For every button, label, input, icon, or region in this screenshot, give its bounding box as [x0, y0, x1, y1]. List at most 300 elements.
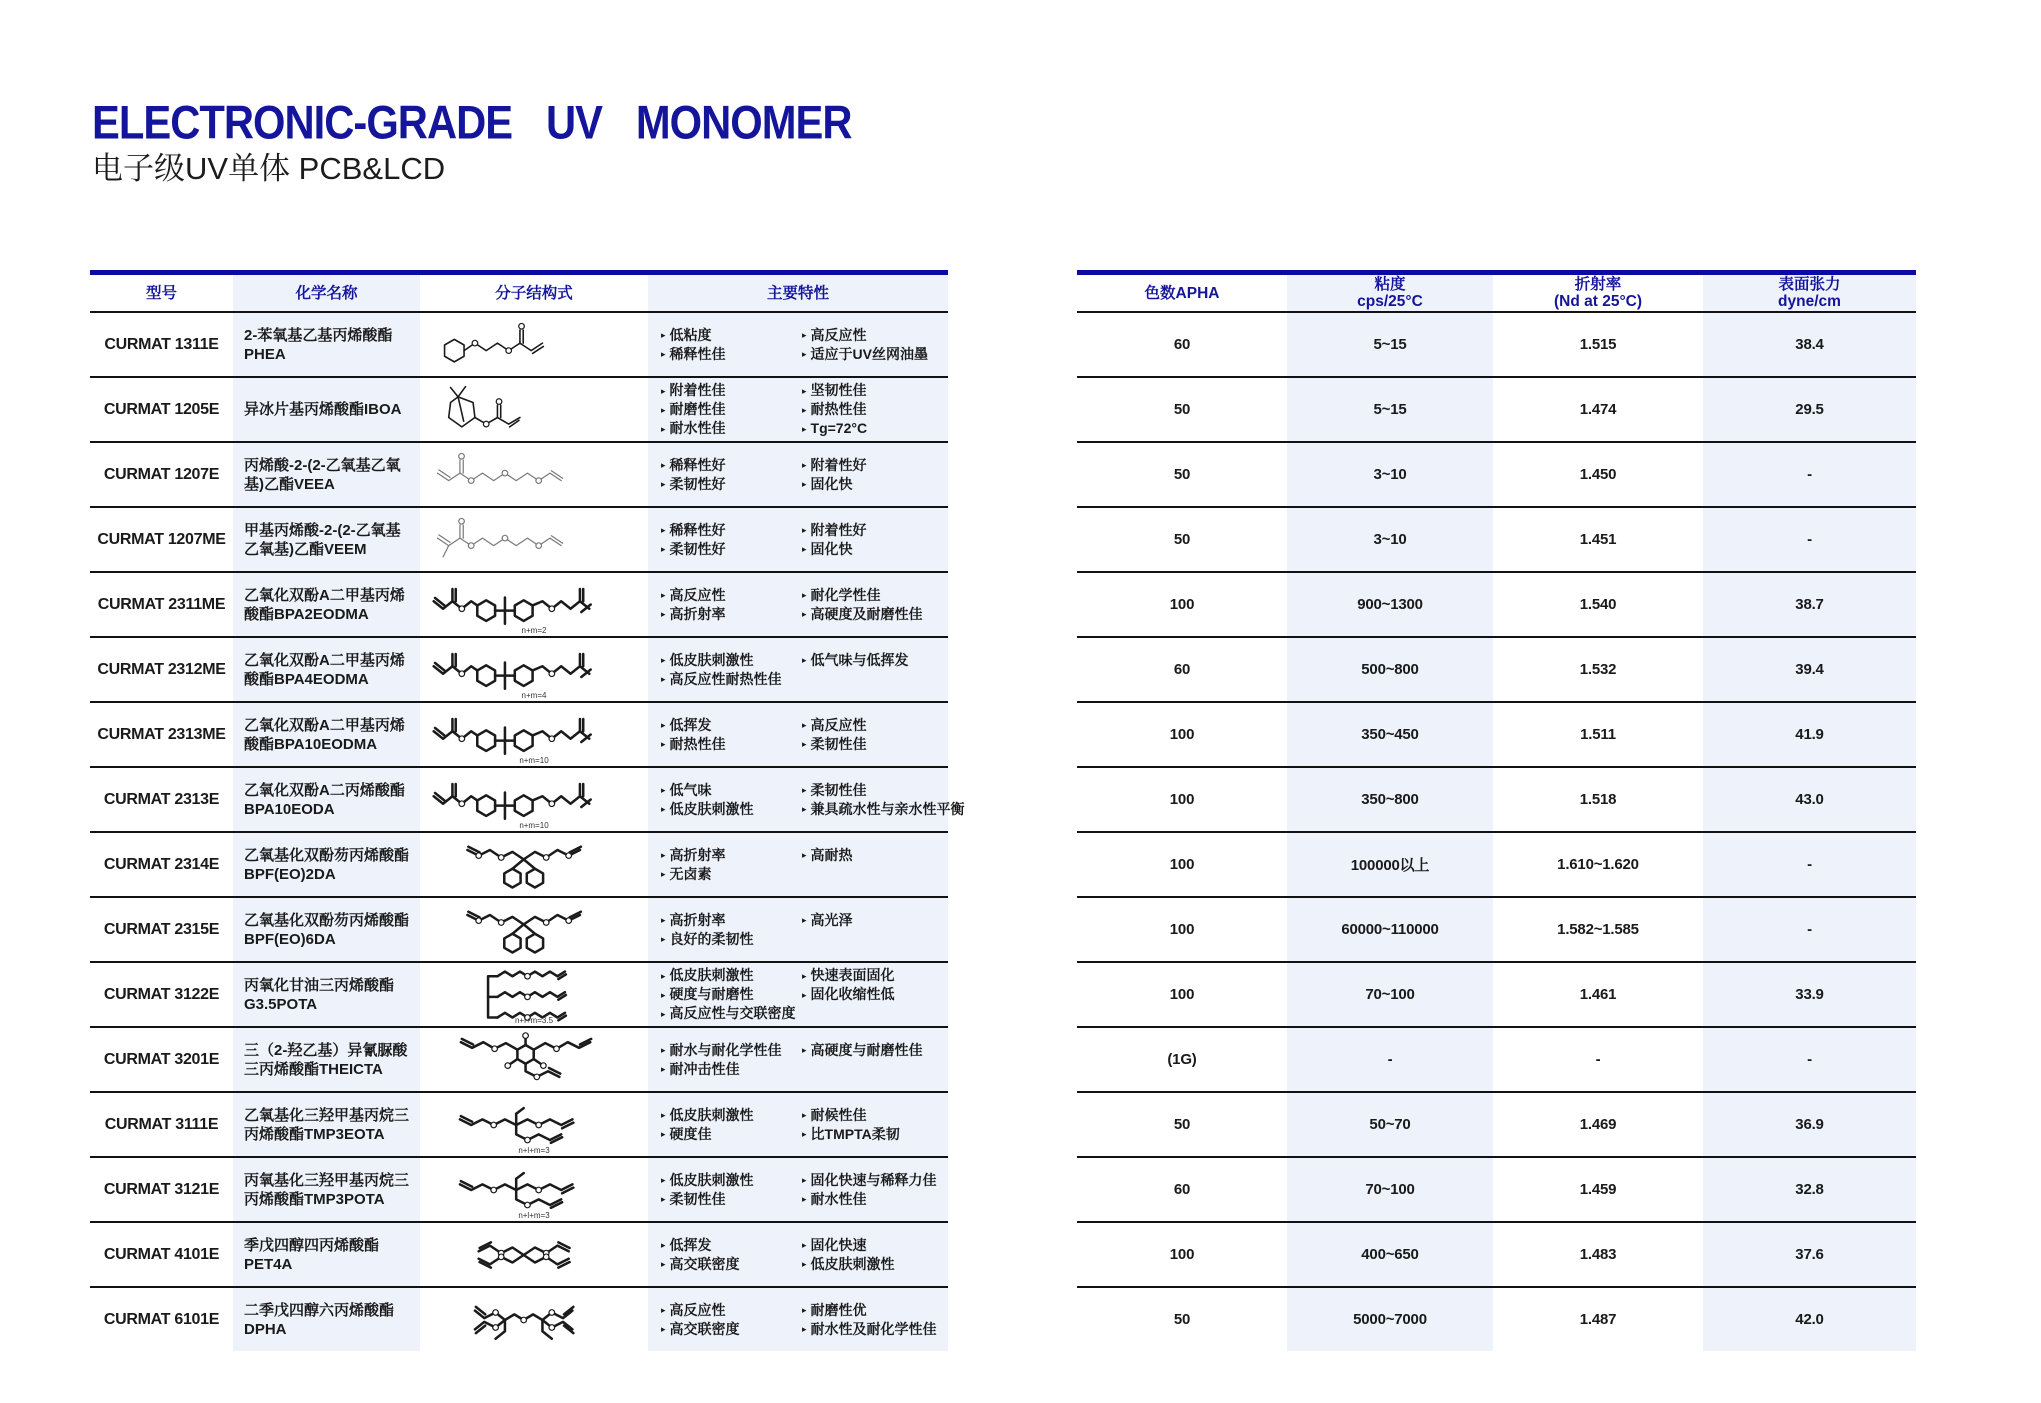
features-columns: [661, 846, 948, 884]
model-cell: [90, 1288, 233, 1351]
features-cell: [648, 963, 948, 1026]
model-cell: [90, 573, 233, 636]
model-cell: [90, 833, 233, 896]
feature-item: ▸ Tg=72°C: [802, 419, 948, 438]
feature-item: ▸ 固化快: [802, 540, 948, 559]
feature-item: ▸ 高折射率: [661, 605, 802, 624]
column-header-unit: dyne/cm: [1778, 293, 1841, 310]
refractive-index-cell: 1.532: [1579, 661, 1617, 678]
surface-tension-cell: -: [1703, 833, 1916, 896]
table-row: [90, 961, 948, 1026]
table-row: [1077, 376, 1916, 441]
features-cell: [648, 573, 948, 636]
feature-item: ▸ 高反应性与交联密度: [661, 1004, 802, 1023]
column-header-structure: [420, 275, 648, 311]
features-cell: [648, 443, 948, 506]
feature-item: ▸ 硬度佳: [661, 1125, 802, 1144]
structure-cell: [420, 1093, 648, 1156]
feature-item: ▸ 高折射率: [661, 846, 802, 865]
refractive-index-cell: 1.483: [1579, 1246, 1617, 1263]
features-list-right: [802, 326, 948, 364]
features-columns: [661, 1301, 948, 1339]
apha-cell: (1G): [1167, 1051, 1197, 1068]
feature-item: ▸ 高硬度及耐磨性佳: [802, 605, 948, 624]
apha-cell: 100: [1169, 596, 1195, 613]
table-row: [90, 636, 948, 701]
feature-item: ▸ 耐候性佳: [802, 1106, 948, 1125]
chemical-name: 2-苯氧基乙基丙烯酸酯PHEA: [244, 326, 393, 363]
model-cell: [90, 898, 233, 961]
feature-item: ▸ 柔韧性好: [661, 475, 802, 494]
model-number: CURMAT 2314E: [103, 855, 220, 873]
viscosity-cell: 5000~7000: [1287, 1288, 1493, 1351]
products-table-header-row: [90, 275, 948, 311]
page-title: ELECTRONIC-GRADE UV MONOMER: [92, 96, 852, 150]
features-cell: [648, 638, 948, 701]
column-header-label: 粘度: [1374, 276, 1406, 293]
feature-item: ▸ 高反应性耐热性佳: [661, 670, 802, 689]
structure-cell: [420, 768, 648, 831]
apha-cell: 100: [1169, 726, 1195, 743]
apha-cell: 100: [1169, 921, 1195, 938]
refractive-index-cell: 1.610~1.620: [1557, 856, 1639, 873]
refractive-index-cell: 1.474: [1579, 401, 1617, 418]
features-cell: [648, 1028, 948, 1091]
feature-item: ▸ 低皮肤刺激性: [661, 1171, 802, 1190]
structure-cell: [420, 1288, 648, 1351]
apha-cell: 50: [1173, 466, 1191, 483]
table-row: [90, 571, 948, 636]
molecular-structure-image: [424, 445, 644, 505]
chemical-name: 三（2-羟乙基）异氰脲酸三丙烯酸酯THEICTA: [244, 1041, 408, 1078]
chemical-name: 乙氧化双酚A二甲基丙烯酸酯BPA10EODMA: [244, 716, 405, 753]
feature-item: ▸ 无卤素: [661, 865, 802, 884]
table-row: [1077, 636, 1916, 701]
chemical-name-cell: [233, 703, 420, 766]
feature-item: ▸ 附着性佳: [661, 381, 802, 400]
features-columns: [661, 381, 948, 438]
refractive-index-cell: 1.459: [1579, 1181, 1617, 1198]
structure-cell: [420, 313, 648, 376]
table-row: [1077, 311, 1916, 376]
feature-item: ▸ 比TMPTA柔韧: [802, 1125, 948, 1144]
model-number: CURMAT 3111E: [104, 1115, 219, 1133]
feature-item: ▸ 耐热性佳: [802, 400, 948, 419]
feature-item: ▸ 固化收缩性低: [802, 985, 948, 1004]
chemical-name: 乙氧基化双酚芴丙烯酸酯BPF(EO)6DA: [244, 911, 410, 948]
model-cell: [90, 1223, 233, 1286]
table-row: [90, 1156, 948, 1221]
table-row: [90, 441, 948, 506]
structure-annotation: n+m=10: [519, 756, 549, 765]
column-header-viscosity: [1287, 275, 1493, 311]
features-list-right: [802, 1236, 948, 1274]
structure-cell: [420, 898, 648, 961]
chemical-name-cell: [233, 443, 420, 506]
molecular-structure-image: [424, 380, 644, 440]
surface-tension-cell: 29.5: [1703, 378, 1916, 441]
features-list-left: [661, 846, 802, 884]
structure-cell: [420, 1028, 648, 1091]
table-row: [1077, 1026, 1916, 1091]
column-header-chemical-name: [233, 275, 420, 311]
model-cell: [90, 508, 233, 571]
feature-item: ▸ 柔韧性佳: [802, 735, 948, 754]
chemical-name-cell: [233, 1223, 420, 1286]
features-cell: [648, 1223, 948, 1286]
features-list-left: [661, 521, 802, 559]
feature-item: ▸ 高反应性: [661, 586, 802, 605]
feature-item: ▸ 高反应性: [661, 1301, 802, 1320]
refractive-index-cell: 1.451: [1579, 531, 1617, 548]
structure-annotation: n+l+m=3.5: [514, 1016, 554, 1025]
column-header-features: [648, 275, 948, 311]
structure-annotation: n+l+m=3: [518, 1211, 550, 1220]
column-header-surface-tension: [1703, 275, 1916, 311]
chemical-name: 乙氧基化双酚芴丙烯酸酯BPF(EO)2DA: [244, 846, 410, 883]
apha-cell: 50: [1173, 1116, 1191, 1133]
features-list-left: [661, 326, 802, 364]
table-row: [90, 376, 948, 441]
feature-item: ▸ 耐冲击性佳: [661, 1060, 802, 1079]
model-number: CURMAT 1311E: [104, 335, 219, 353]
surface-tension-cell: 36.9: [1703, 1093, 1916, 1156]
feature-item: ▸ 高光泽: [802, 911, 948, 930]
feature-item: ▸ 低粘度: [661, 326, 802, 345]
table-row: [90, 831, 948, 896]
table-row: [1077, 571, 1916, 636]
structure-cell: [420, 573, 648, 636]
feature-item: ▸ 快速表面固化: [802, 966, 948, 985]
products-table-body: [90, 311, 965, 1351]
products-table: [90, 270, 965, 1351]
table-row: [1077, 896, 1916, 961]
features-columns: [661, 651, 948, 689]
feature-item: ▸ 高反应性: [802, 716, 948, 735]
chemical-name-cell: [233, 508, 420, 571]
chemical-name: 乙氧化双酚A二甲基丙烯酸酯BPA2EODMA: [244, 586, 405, 623]
model-cell: [90, 1158, 233, 1221]
features-list-left: [661, 1236, 802, 1274]
feature-item: ▸ 柔韧性佳: [661, 1190, 802, 1209]
features-list-right: [802, 1106, 948, 1144]
features-cell: [648, 378, 948, 441]
viscosity-cell: 70~100: [1287, 963, 1493, 1026]
surface-tension-cell: -: [1703, 1028, 1916, 1091]
model-number: CURMAT 2311ME: [97, 595, 226, 613]
features-list-left: [661, 456, 802, 494]
chemical-name-cell: [233, 378, 420, 441]
column-header-label: 折射率: [1574, 276, 1622, 293]
chemical-name: 乙氧基化三羟甲基丙烷三丙烯酸酯TMP3EOTA: [244, 1106, 410, 1143]
viscosity-cell: 350~450: [1287, 703, 1493, 766]
chemical-name: 二季戊四醇六丙烯酸酯DPHA: [244, 1301, 395, 1338]
feature-item: ▸ 稀释性好: [661, 456, 802, 475]
feature-item: ▸ 低皮肤刺激性: [802, 1255, 948, 1274]
features-cell: [648, 1093, 948, 1156]
molecular-structure-image: [424, 1030, 644, 1090]
table-row: [1077, 701, 1916, 766]
column-header-label: 色数APHA: [1144, 284, 1220, 302]
chemical-name-cell: [233, 1093, 420, 1156]
molecular-structure-image: [424, 510, 644, 570]
table-row: [1077, 506, 1916, 571]
features-list-right: [802, 716, 948, 754]
chemical-name: 异冰片基丙烯酸酯IBOA: [244, 401, 402, 418]
column-header-unit: (Nd at 25°C): [1553, 293, 1642, 310]
features-list-right: [802, 911, 948, 949]
apha-cell: 100: [1169, 791, 1195, 808]
table-row: [90, 766, 965, 831]
features-cell: [648, 898, 948, 961]
viscosity-cell: 400~650: [1287, 1223, 1493, 1286]
chemical-name-cell: [233, 1028, 420, 1091]
feature-item: ▸ 稀释性好: [661, 521, 802, 540]
table-row: [90, 506, 948, 571]
features-list-right: [802, 456, 948, 494]
chemical-name: 甲基丙烯酸-2-(2-乙氧基乙氧基)乙酯VEEM: [244, 521, 401, 558]
model-cell: [90, 1028, 233, 1091]
feature-item: ▸ 坚韧性佳: [802, 381, 948, 400]
column-header-label: 化学名称: [295, 284, 358, 302]
viscosity-cell: 5~15: [1287, 378, 1493, 441]
chemical-name-cell: [233, 313, 420, 376]
feature-item: ▸ 高硬度与耐磨性佳: [802, 1041, 948, 1060]
chemical-name-cell: [233, 638, 420, 701]
structure-cell: [420, 1158, 648, 1221]
structure-cell: [420, 378, 648, 441]
structure-cell: [420, 638, 648, 701]
chemical-name: 丙烯酸-2-(2-乙氧基乙氧基)乙酯VEEA: [244, 456, 401, 493]
features-list-right: [802, 781, 965, 819]
viscosity-cell: -: [1287, 1028, 1493, 1091]
structure-cell: [420, 963, 648, 1026]
model-number: CURMAT 1207E: [103, 465, 220, 483]
features-list-right: [802, 521, 948, 559]
feature-item: ▸ 耐磨性佳: [661, 400, 802, 419]
features-columns: [661, 456, 948, 494]
column-header-label: 主要特性: [766, 284, 829, 302]
molecular-structure-image: [424, 835, 644, 895]
viscosity-cell: 5~15: [1287, 313, 1493, 376]
features-list-left: [661, 1041, 802, 1079]
column-header-label: 分子结构式: [495, 284, 573, 302]
surface-tension-cell: 38.7: [1703, 573, 1916, 636]
features-list-left: [661, 651, 802, 689]
feature-item: ▸ 高交联密度: [661, 1320, 802, 1339]
table-row: [90, 1026, 948, 1091]
feature-item: ▸ 兼具疏水性与亲水性平衡: [802, 800, 948, 819]
model-number: CURMAT 3201E: [103, 1050, 220, 1068]
apha-cell: 50: [1173, 1311, 1191, 1328]
feature-item: ▸ 附着性好: [802, 456, 948, 475]
surface-tension-cell: -: [1703, 898, 1916, 961]
features-columns: [661, 521, 948, 559]
table-row: [90, 1091, 948, 1156]
features-columns: [661, 781, 965, 819]
structure-annotation: n+m=4: [521, 691, 547, 700]
table-row: [90, 1286, 948, 1351]
model-cell: [90, 963, 233, 1026]
feature-item: ▸ 柔韧性佳: [802, 781, 948, 800]
features-columns: [661, 586, 948, 624]
model-number: CURMAT 4101E: [103, 1245, 220, 1263]
features-list-right: [802, 966, 948, 1023]
column-header-unit: cps/25°C: [1357, 293, 1423, 310]
table-row: [1077, 961, 1916, 1026]
column-header-label: 型号: [145, 284, 177, 302]
model-cell: [90, 1093, 233, 1156]
feature-item: ▸ 高耐热: [802, 846, 948, 865]
surface-tension-cell: 42.0: [1703, 1288, 1916, 1351]
feature-item: ▸ 低皮肤刺激性: [661, 1106, 802, 1125]
structure-cell: [420, 443, 648, 506]
feature-item: ▸ 低皮肤刺激性: [661, 966, 802, 985]
features-cell: [648, 833, 948, 896]
features-list-left: [661, 966, 802, 1023]
surface-tension-cell: 32.8: [1703, 1158, 1916, 1221]
chemical-name: 乙氧化双酚A二丙烯酸酯BPA10EODA: [244, 781, 405, 818]
table-row: [1077, 831, 1916, 896]
features-list-right: [802, 846, 948, 884]
chemical-name-cell: [233, 898, 420, 961]
model-cell: [90, 378, 233, 441]
table-row: [1077, 1091, 1916, 1156]
structure-cell: [420, 833, 648, 896]
feature-item: ▸ 低气味: [661, 781, 802, 800]
refractive-index-cell: 1.450: [1579, 466, 1617, 483]
model-number: CURMAT 2313ME: [97, 725, 226, 743]
feature-item: ▸ 高折射率: [661, 911, 802, 930]
column-header-refractive-index: [1493, 275, 1703, 311]
features-list-left: [661, 586, 802, 624]
feature-item: ▸ 耐水与耐化学性佳: [661, 1041, 802, 1060]
structure-annotation: n+m=10: [519, 821, 549, 830]
features-list-right: [802, 1301, 948, 1339]
refractive-index-cell: 1.469: [1579, 1116, 1617, 1133]
model-number: CURMAT 6101E: [103, 1310, 220, 1328]
apha-cell: 60: [1173, 661, 1191, 678]
features-cell: [648, 703, 948, 766]
page-subtitle: 电子级UV单体 PCB&LCD: [92, 151, 446, 186]
model-number: CURMAT 1207ME: [97, 530, 226, 548]
surface-tension-cell: -: [1703, 508, 1916, 571]
properties-table-body: [1077, 311, 1916, 1351]
model-cell: [90, 638, 233, 701]
viscosity-cell: 350~800: [1287, 768, 1493, 831]
features-list-right: [802, 651, 948, 689]
model-cell: [90, 313, 233, 376]
apha-cell: 50: [1173, 401, 1191, 418]
viscosity-cell: 70~100: [1287, 1158, 1493, 1221]
model-number: CURMAT 2315E: [103, 920, 220, 938]
features-list-left: [661, 911, 802, 949]
chemical-name: 丙氧基化三羟甲基丙烷三丙烯酸酯TMP3POTA: [244, 1171, 410, 1208]
refractive-index-cell: 1.582~1.585: [1557, 921, 1639, 938]
chemical-name: 季戊四醇四丙烯酸酯PET4A: [244, 1236, 380, 1273]
feature-item: ▸ 低挥发: [661, 716, 802, 735]
structure-cell: [420, 508, 648, 571]
feature-item: ▸ 低气味与低挥发: [802, 651, 948, 670]
features-columns: [661, 911, 948, 949]
table-row: [1077, 441, 1916, 506]
table-row: [1077, 1156, 1916, 1221]
apha-cell: 100: [1169, 1246, 1195, 1263]
feature-item: ▸ 耐热性佳: [661, 735, 802, 754]
chemical-name-cell: [233, 573, 420, 636]
features-cell: [648, 1288, 948, 1351]
feature-item: ▸ 耐水性及耐化学性佳: [802, 1320, 948, 1339]
viscosity-cell: 3~10: [1287, 443, 1493, 506]
feature-item: ▸ 固化快速: [802, 1236, 948, 1255]
features-cell: [648, 508, 948, 571]
chemical-name-cell: [233, 1158, 420, 1221]
model-number: CURMAT 1205E: [103, 400, 220, 418]
surface-tension-cell: 38.4: [1703, 313, 1916, 376]
feature-item: ▸ 良好的柔韧性: [661, 930, 802, 949]
model-cell: [90, 443, 233, 506]
model-number: CURMAT 2312ME: [97, 660, 226, 678]
properties-table: [1077, 270, 1916, 1351]
features-list-left: [661, 1171, 802, 1209]
feature-item: ▸ 耐水性佳: [802, 1190, 948, 1209]
column-header-label: 表面张力: [1778, 276, 1841, 293]
surface-tension-cell: 33.9: [1703, 963, 1916, 1026]
model-number: CURMAT 2313E: [103, 790, 220, 808]
feature-item: ▸ 硬度与耐磨性: [661, 985, 802, 1004]
viscosity-cell: 500~800: [1287, 638, 1493, 701]
table-row: [90, 896, 948, 961]
surface-tension-cell: 37.6: [1703, 1223, 1916, 1286]
surface-tension-cell: 41.9: [1703, 703, 1916, 766]
viscosity-cell: 60000~110000: [1287, 898, 1493, 961]
molecular-structure-image: [424, 1290, 644, 1350]
features-list-left: [661, 781, 802, 819]
feature-item: ▸ 高反应性: [802, 326, 948, 345]
refractive-index-cell: 1.540: [1579, 596, 1617, 613]
refractive-index-cell: -: [1595, 1051, 1601, 1068]
molecular-structure-image: [424, 1225, 644, 1285]
features-list-left: [661, 716, 802, 754]
features-columns: [661, 1236, 948, 1274]
feature-item: ▸ 适应于UV丝网油墨: [802, 345, 948, 364]
table-row: [1077, 1221, 1916, 1286]
features-cell: [648, 1158, 948, 1221]
apha-cell: 100: [1169, 856, 1195, 873]
features-columns: [661, 966, 948, 1023]
structure-cell: [420, 703, 648, 766]
table-row: [90, 311, 948, 376]
features-list-right: [802, 381, 948, 438]
features-list-left: [661, 1301, 802, 1339]
chemical-name-cell: [233, 1288, 420, 1351]
refractive-index-cell: 1.511: [1580, 726, 1616, 743]
features-cell: [648, 768, 965, 831]
feature-item: ▸ 柔韧性好: [661, 540, 802, 559]
features-list-right: [802, 1041, 948, 1079]
features-columns: [661, 1171, 948, 1209]
feature-item: ▸ 固化快速与稀释力佳: [802, 1171, 948, 1190]
chemical-name: 丙氧化甘油三丙烯酸酯G3.5POTA: [244, 976, 395, 1013]
feature-item: ▸ 高交联密度: [661, 1255, 802, 1274]
structure-annotation: n+l+m=3: [518, 1146, 550, 1155]
table-row: [90, 701, 948, 766]
refractive-index-cell: 1.461: [1579, 986, 1617, 1003]
properties-table-header-row: [1077, 275, 1916, 311]
feature-item: ▸ 固化快: [802, 475, 948, 494]
model-number: CURMAT 3121E: [103, 1180, 220, 1198]
chemical-name-cell: [233, 768, 420, 831]
